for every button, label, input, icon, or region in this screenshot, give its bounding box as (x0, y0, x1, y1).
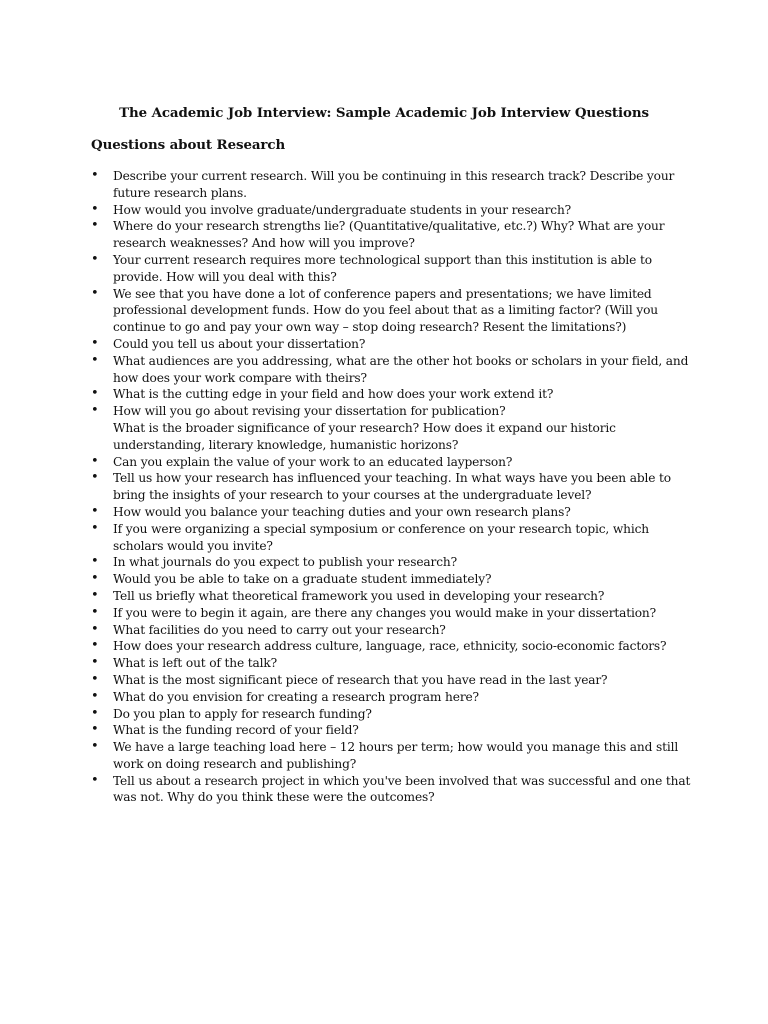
question-text-line: scholars would you invite? (113, 538, 273, 553)
question-item (91, 470, 691, 504)
question-text-line: What is left out of the talk? (113, 656, 277, 671)
question-text-line: If you were organizing a special symposium or conference on your research topic, which (113, 521, 649, 536)
question-item (91, 168, 691, 202)
question-text-line: What facilities do you need to carry out your research? (113, 622, 446, 637)
question-text-line: Do you plan to apply for research funding? (113, 706, 372, 721)
bullet-icon: • (91, 655, 99, 671)
question-item (91, 739, 691, 773)
bullet-icon: • (91, 688, 99, 704)
section-heading: Questions about Research (91, 137, 286, 153)
question-item (91, 386, 691, 403)
question-text-line: What is the cutting edge in your field and how does your work extend it? (113, 387, 554, 402)
question-item (91, 252, 691, 286)
bullet-icon: • (91, 335, 99, 351)
question-item (91, 722, 691, 739)
question-text-line: Tell us about a research project in which you've been involved that was successful and one that (113, 773, 691, 788)
question-text-line: We see that you have done a lot of conference papers and presentations; we have limited (113, 286, 652, 301)
question-text-line: How would you balance your teaching duties and your own research plans? (113, 504, 571, 519)
question-text-line: What is the most significant piece of research that you have read in the last year? (113, 672, 608, 687)
question-item (91, 353, 691, 387)
bullet-icon: • (91, 671, 99, 687)
question-text-line: was not. Why do you think these were the outcomes? (113, 790, 435, 805)
question-item (91, 336, 691, 353)
question-item (91, 706, 691, 723)
question-text-line: how does your work compare with theirs? (113, 370, 367, 385)
question-item (91, 403, 691, 453)
question-item (91, 521, 691, 555)
question-text-line: work on doing research and publishing? (113, 756, 357, 771)
bullet-icon: • (91, 386, 99, 402)
question-text-line: provide. How will you deal with this? (113, 269, 337, 284)
question-item (91, 638, 691, 655)
bullet-icon: • (91, 705, 99, 721)
question-text-line: How will you go about revising your dissertation for publication? (113, 404, 506, 419)
question-text-line: professional development funds. How do you feel about that as a limiting factor? (Will you (113, 303, 659, 318)
bullet-icon: • (91, 621, 99, 637)
question-text-line: What is the funding record of your field? (113, 723, 359, 738)
question-item (91, 571, 691, 588)
question-item (91, 773, 691, 807)
question-text-line: research weaknesses? And how will you improve? (113, 236, 415, 251)
bullet-icon: • (91, 772, 99, 788)
question-text-line: future research plans. (113, 185, 247, 200)
question-item (91, 689, 691, 706)
bullet-icon: • (91, 571, 99, 587)
bullet-icon: • (91, 722, 99, 738)
bullet-icon: • (91, 604, 99, 620)
question-text-line: bring the insights of your research to your courses at the undergraduate level? (113, 488, 592, 503)
question-text-line: What do you envision for creating a research program here? (113, 689, 479, 704)
question-item (91, 286, 691, 336)
bullet-icon: • (91, 503, 99, 519)
question-text-line: Describe your current research. Will you be continuing in this research track? Describe your (113, 169, 675, 183)
question-text-line: How does your research address culture, language, race, ethnicity, socio-economic factors? (113, 639, 667, 654)
bullet-icon: • (91, 638, 99, 654)
bullet-icon: • (91, 201, 99, 217)
question-text-line: How would you involve graduate/undergraduate students in your research? (113, 202, 572, 217)
question-text-line: What audiences are you addressing, what are the other hot books or scholars in your field, and (113, 353, 689, 368)
question-item (91, 672, 691, 689)
question-list (91, 168, 691, 806)
question-text-line: What is the broader significance of your research? How does it expand our historic (113, 420, 616, 435)
question-text-line: continue to go and pay your own way – stop doing research? Resent the limitations?) (113, 320, 627, 335)
document-title: The Academic Job Interview: Sample Academic Job Interview Questions (119, 105, 649, 121)
question-text-line: In what journals do you expect to publish your research? (113, 555, 457, 570)
bullet-icon: • (91, 168, 99, 183)
bullet-icon: • (91, 470, 99, 486)
bullet-icon: • (91, 453, 99, 469)
bullet-icon: • (91, 587, 99, 603)
question-item (91, 588, 691, 605)
question-item (91, 454, 691, 471)
bullet-icon: • (91, 554, 99, 570)
question-item (91, 202, 691, 219)
bullet-icon: • (91, 218, 99, 234)
question-text-line: Can you explain the value of your work to an educated layperson? (113, 454, 513, 469)
question-item (91, 605, 691, 622)
question-text-line: Your current research requires more technological support than this institution is able to (113, 252, 652, 267)
question-text-line: Where do your research strengths lie? (Quantitative/qualitative, etc.?) Why? What are your (113, 219, 665, 234)
bullet-icon: • (91, 352, 99, 368)
bullet-icon: • (91, 520, 99, 536)
question-item (91, 554, 691, 571)
question-text-line: If you were to begin it again, are there any changes you would make in your dissertation? (113, 605, 657, 620)
question-text-line: Tell us briefly what theoretical framework you used in developing your research? (113, 588, 605, 603)
question-text-line: Tell us how your research has influenced your teaching. In what ways have you been able to (113, 471, 671, 486)
question-item (91, 504, 691, 521)
bullet-icon: • (91, 285, 99, 301)
question-item (91, 218, 691, 252)
bullet-icon: • (91, 403, 99, 419)
bullet-icon: • (91, 251, 99, 267)
bullet-icon: • (91, 739, 99, 755)
question-text-line: Would you be able to take on a graduate student immediately? (113, 572, 492, 587)
question-item (91, 622, 691, 639)
question-text-line: We have a large teaching load here – 12 hours per term; how would you manage this and still (113, 740, 679, 755)
question-text-line: understanding, literary knowledge, humanistic horizons? (113, 437, 459, 452)
question-item (91, 655, 691, 672)
question-text-line: Could you tell us about your dissertation? (113, 336, 366, 351)
